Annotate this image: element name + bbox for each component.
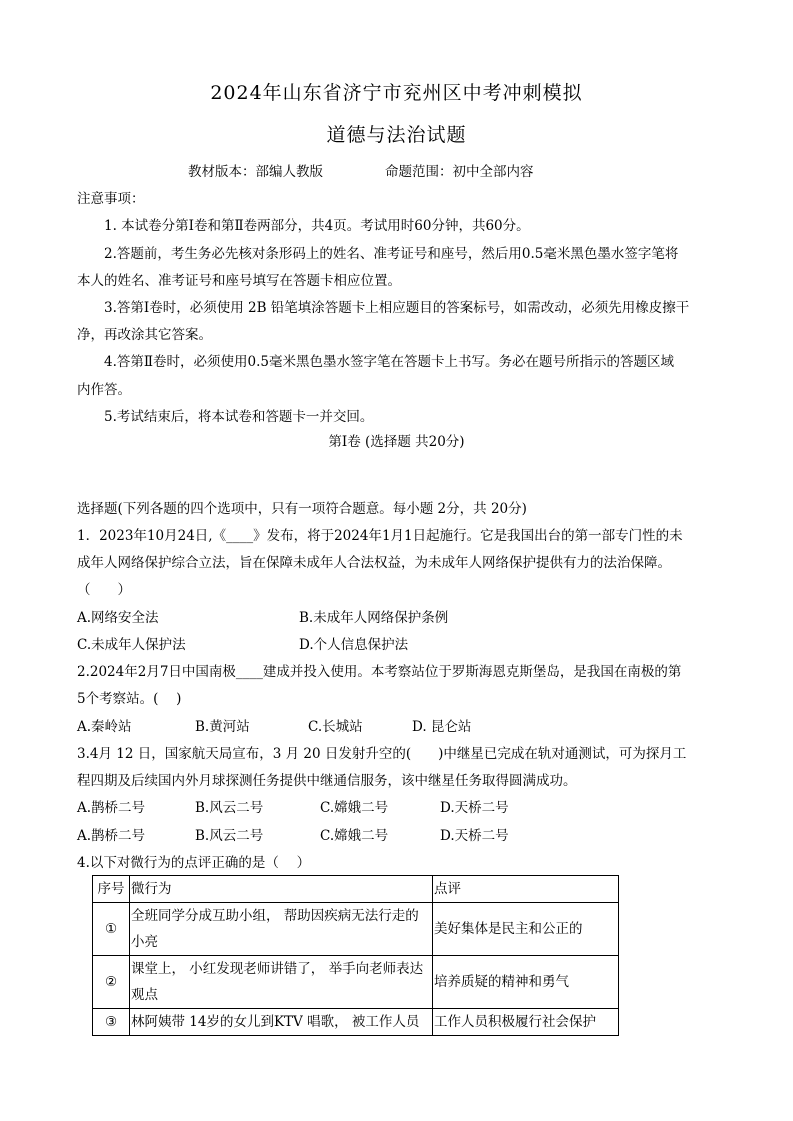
section-heading: 第Ⅰ卷 (选择题 共20分) xyxy=(328,434,465,450)
table-row xyxy=(93,956,619,1009)
q2-option-a: A.秦岭站 xyxy=(77,719,132,735)
header-comment: 点评 xyxy=(433,876,619,903)
q2-option-c: C.长城站 xyxy=(308,719,363,735)
q1-stem: 1．2023年10月24日,《____》发布，将于2024年1月1日起施行。它是我国出台的第一部专门性的未 xyxy=(77,528,683,544)
exam-scope: 命题范围：初中全部内容 xyxy=(385,164,534,180)
q4-stem: 4.以下对微行为的点评正确的是（ ） xyxy=(77,855,311,871)
q3-option-a: A.鹊桥二号 xyxy=(77,828,146,844)
exam-title: 2024年山东省济宁市兖州区中考冲刺模拟 xyxy=(210,82,583,104)
q3-stem: 3.4月 12 日，国家航天局宣布，3 月 20 日发射升空的( )中继星已完成在轨对通测试，可为探月工 xyxy=(77,746,687,762)
row-number: ② xyxy=(93,956,130,1009)
notice-item: 5.考试结束后，将本试卷和答题卡一并交回。 xyxy=(104,409,374,425)
q4-table xyxy=(92,875,619,1036)
notice-item: 1. 本试卷分第Ⅰ卷和第Ⅱ卷两部分，共4页。考试用时60分钟，共60分。 xyxy=(104,218,530,234)
exam-subtitle: 道德与法治试题 xyxy=(326,124,467,146)
notice-heading: 注意事项： xyxy=(77,191,145,207)
q1-option-d: D.个人信息保护法 xyxy=(299,637,409,653)
table-row xyxy=(93,903,619,956)
q3-stem: 程四期及后续国内外月球探测任务提供中继通信服务，该中继星任务取得圆满成功。 xyxy=(77,773,577,789)
q3-option-d: D.天桥二号 xyxy=(440,800,509,816)
q3-option-b: B.风云二号 xyxy=(195,800,264,816)
textbook-edition: 教材版本：部编人教版 xyxy=(188,164,323,180)
q2-option-d: D. 昆仑站 xyxy=(412,719,472,735)
row-comment: 美好集体是民主和公正的 xyxy=(433,903,619,956)
notice-item: 净，再改涂其它答案。 xyxy=(77,327,212,343)
header-behavior: 微行为 xyxy=(130,876,433,903)
q1-option-c: C.未成年人保护法 xyxy=(77,637,186,653)
q3-option-a: A.鹊桥二号 xyxy=(77,800,146,816)
exam-meta xyxy=(188,160,534,180)
q2-stem: 2.2024年2月7日中国南极____建成并投入使用。本考察站位于罗斯海恩克斯堡岛，是我国在南极的第 xyxy=(77,664,682,680)
notice-item: 内作答。 xyxy=(77,382,131,398)
row-comment: 工作人员积极履行社会保护 xyxy=(433,1009,619,1036)
q3-option-c: C.嫦娥二号 xyxy=(320,828,389,844)
table-header-row xyxy=(93,876,619,903)
q2-stem: 5个考察站。( ) xyxy=(77,691,182,707)
row-number: ① xyxy=(93,903,130,956)
row-behavior: 全班同学分成互助小组， 帮助因疾病无法行走的小亮 xyxy=(130,903,433,956)
row-number: ③ xyxy=(93,1009,130,1036)
q3-option-b: B.风云二号 xyxy=(195,828,264,844)
notice-item: 3.答第Ⅰ卷时，必须使用 2B 铅笔填涂答题卡上相应题目的答案标号，如需改动，必须先用橡皮擦干 xyxy=(104,300,690,316)
q1-answer-bracket: （ ） xyxy=(77,582,131,598)
row-comment: 培养质疑的精神和勇气 xyxy=(433,956,619,1009)
row-behavior: 课堂上， 小红发现老师讲错了， 举手向老师表达观点 xyxy=(130,956,433,1009)
notice-item: 4.答第Ⅱ卷时，必须使用0.5毫米黑色墨水签字笔在答题卡上书写。务必在题号所指示的答题区域 xyxy=(104,354,675,370)
notice-item: 本人的姓名、准考证号和座号填写在答题卡相应位置。 xyxy=(77,273,401,289)
notice-item: 2.答题前，考生务必先核对条形码上的姓名、准考证号和座号，然后用0.5毫米黑色墨水签字笔将 xyxy=(104,246,679,262)
row-behavior: 林阿姨带 14岁的女儿到KTV 唱歌， 被工作人员 xyxy=(130,1009,433,1036)
q1-option-b: B.未成年人网络保护条例 xyxy=(299,610,449,626)
q1-option-a: A.网络安全法 xyxy=(77,610,159,626)
q3-option-c: C.嫦娥二号 xyxy=(320,800,389,816)
q3-option-d: D.天桥二号 xyxy=(440,828,509,844)
header-number: 序号 xyxy=(93,876,130,903)
choice-instructions: 选择题(下列各题的四个选项中，只有一项符合题意。每小题 2分，共 20分) xyxy=(77,501,527,517)
q1-stem: 成年人网络保护综合立法，旨在保障未成年人合法权益，为未成年人网络保护提供有力的法治保障。 xyxy=(77,555,671,571)
table-row xyxy=(93,1009,619,1036)
q2-option-b: B.黄河站 xyxy=(195,719,250,735)
